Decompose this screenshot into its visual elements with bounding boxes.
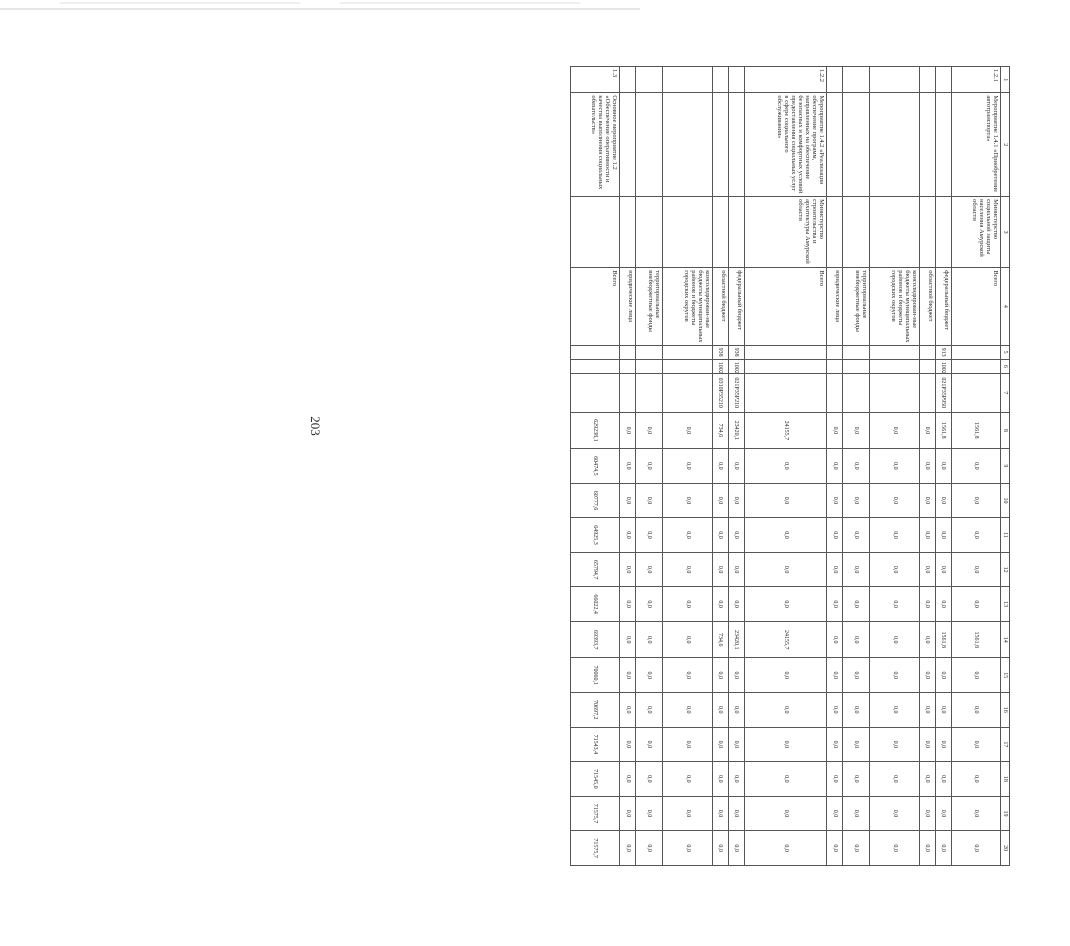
- rotated-table-region: [570, 66, 1070, 946]
- value-cell: 65794,7: [571, 552, 620, 587]
- cell-c3: [919, 197, 935, 268]
- column-number-11: 11: [1001, 518, 1010, 553]
- cell-c6: 1002: [712, 359, 728, 373]
- column-number-3: 3: [1001, 197, 1010, 268]
- cell-c7: [663, 373, 712, 412]
- column-number-20: 20: [1001, 831, 1010, 866]
- value-cell: 0,0: [870, 796, 919, 831]
- value-cell: 1561,8: [935, 621, 951, 658]
- value-cell: 0,0: [951, 693, 1000, 728]
- value-cell: 0,0: [870, 587, 919, 622]
- cell-c7: [919, 373, 935, 412]
- value-cell: 0,0: [712, 552, 728, 587]
- cell-c3: Министерство социальной защиты населения Амурской области: [951, 197, 1000, 268]
- cell-c2: [712, 93, 728, 197]
- value-cell: 70697,2: [571, 693, 620, 728]
- cell-c1: [712, 67, 728, 93]
- value-cell: 1561,8: [935, 412, 951, 449]
- value-cell: 734,6: [712, 412, 728, 449]
- value-cell: 734,6: [712, 621, 728, 658]
- value-cell: 0,0: [843, 831, 870, 866]
- value-cell: 0,0: [870, 412, 919, 449]
- cell-c4: Всего: [951, 268, 1000, 345]
- table-row: [620, 67, 636, 866]
- value-cell: 0,0: [620, 449, 636, 484]
- column-number-row: [1001, 67, 1010, 866]
- value-cell: 0,0: [935, 693, 951, 728]
- value-cell: 0,0: [843, 449, 870, 484]
- column-number-10: 10: [1001, 483, 1010, 518]
- value-cell: 0,0: [620, 796, 636, 831]
- value-cell: 0,0: [827, 621, 843, 658]
- value-cell: 0,0: [935, 483, 951, 518]
- value-cell: 0,0: [843, 518, 870, 553]
- cell-c3: [843, 197, 870, 268]
- cell-c3: [571, 197, 620, 268]
- value-cell: 0,0: [919, 412, 935, 449]
- value-cell: 0,0: [827, 693, 843, 728]
- value-cell: 60474,5: [571, 449, 620, 484]
- cell-c3: [827, 197, 843, 268]
- value-cell: 0,0: [827, 449, 843, 484]
- column-number-17: 17: [1001, 727, 1010, 762]
- cell-c6: [843, 359, 870, 373]
- cell-c1: [843, 67, 870, 93]
- value-cell: 0,0: [935, 587, 951, 622]
- value-cell: 0,0: [728, 483, 744, 518]
- value-cell: 0,0: [663, 449, 712, 484]
- cell-c4: федеральный бюджет: [935, 268, 951, 345]
- value-cell: 0,0: [951, 483, 1000, 518]
- value-cell: 0,0: [728, 796, 744, 831]
- cell-c5: [744, 345, 827, 359]
- value-cell: 0,0: [744, 727, 827, 762]
- cell-c5: 913: [935, 345, 951, 359]
- cell-c2: Основное мероприятие 1.2 «Обеспечение оперативности и качества выполнения социальных обязательств»: [571, 93, 620, 197]
- table-row: [663, 67, 712, 866]
- cell-c3: [935, 197, 951, 268]
- column-number-18: 18: [1001, 762, 1010, 797]
- value-cell: 0,0: [728, 518, 744, 553]
- value-cell: 0,0: [951, 518, 1000, 553]
- value-cell: 0,0: [919, 693, 935, 728]
- table-row: [636, 67, 663, 866]
- value-cell: 0,0: [843, 621, 870, 658]
- cell-c6: [636, 359, 663, 373]
- cell-c6: [919, 359, 935, 373]
- value-cell: 0,0: [712, 831, 728, 866]
- value-cell: 0,0: [744, 483, 827, 518]
- cell-c2: Мероприятие 1.4.2 «Реализация обеспечение программ, направленных на обеспечение безопасных и комфортных условий предоставления социальных услуг в сфере социального обслуживания»: [744, 93, 827, 197]
- value-cell: 0,0: [663, 621, 712, 658]
- column-number-9: 9: [1001, 449, 1010, 484]
- cell-c4: федеральный бюджет: [728, 268, 744, 345]
- value-cell: 0,0: [827, 552, 843, 587]
- cell-c7: 021P35Р210: [728, 373, 744, 412]
- value-cell: 0,0: [827, 483, 843, 518]
- cell-c3: [870, 197, 919, 268]
- cell-c3: [663, 197, 712, 268]
- column-number-2: 2: [1001, 93, 1010, 197]
- value-cell: 0,0: [744, 658, 827, 693]
- value-cell: 0,0: [728, 693, 744, 728]
- cell-c1: [728, 67, 744, 93]
- value-cell: 0,0: [663, 412, 712, 449]
- value-cell: 0,0: [870, 658, 919, 693]
- table-row: [951, 67, 1000, 866]
- cell-c4: территориальные внебюджетные фонды: [843, 268, 870, 345]
- cell-c5: [919, 345, 935, 359]
- cell-c1: 1.2.2: [744, 67, 827, 93]
- value-cell: 0,0: [636, 693, 663, 728]
- column-number-5: 5: [1001, 345, 1010, 359]
- cell-c6: [663, 359, 712, 373]
- value-cell: 0,0: [744, 693, 827, 728]
- value-cell: 0,0: [951, 762, 1000, 797]
- value-cell: 0,0: [870, 483, 919, 518]
- column-number-8: 8: [1001, 412, 1010, 449]
- value-cell: 70060,1: [571, 658, 620, 693]
- cell-c2: [935, 93, 951, 197]
- value-cell: 71575,7: [571, 796, 620, 831]
- value-cell: 0,0: [951, 587, 1000, 622]
- column-number-7: 7: [1001, 373, 1010, 412]
- cell-c5: [620, 345, 636, 359]
- value-cell: 0,0: [728, 658, 744, 693]
- value-cell: 0,0: [935, 658, 951, 693]
- value-cell: 0,0: [935, 831, 951, 866]
- value-cell: 0,0: [843, 483, 870, 518]
- value-cell: 0,0: [827, 727, 843, 762]
- cell-c2: [728, 93, 744, 197]
- value-cell: 0,0: [620, 587, 636, 622]
- value-cell: 0,0: [843, 552, 870, 587]
- value-cell: 0,0: [919, 621, 935, 658]
- value-cell: 0,0: [870, 693, 919, 728]
- value-cell: 629238,1: [571, 412, 620, 449]
- table-row: [827, 67, 843, 866]
- value-cell: 0,0: [712, 658, 728, 693]
- cell-c2: [919, 93, 935, 197]
- value-cell: 0,0: [870, 552, 919, 587]
- value-cell: 0,0: [935, 552, 951, 587]
- value-cell: 0,0: [712, 727, 728, 762]
- value-cell: 0,0: [663, 796, 712, 831]
- cell-c4: Всего: [571, 268, 620, 345]
- value-cell: 0,0: [827, 831, 843, 866]
- value-cell: 0,0: [620, 762, 636, 797]
- value-cell: 69393,7: [571, 621, 620, 658]
- value-cell: 0,0: [744, 518, 827, 553]
- value-cell: 0,0: [870, 449, 919, 484]
- value-cell: 0,0: [870, 831, 919, 866]
- cell-c5: 938: [712, 345, 728, 359]
- cell-c4: областной бюджет: [712, 268, 728, 345]
- cell-c7: [571, 373, 620, 412]
- value-cell: 0,0: [843, 762, 870, 797]
- cell-c1: [919, 67, 935, 93]
- value-cell: 0,0: [951, 552, 1000, 587]
- column-number-1: 1: [1001, 67, 1010, 93]
- cell-c2: [870, 93, 919, 197]
- column-number-12: 12: [1001, 552, 1010, 587]
- column-number-6: 6: [1001, 359, 1010, 373]
- value-cell: 0,0: [951, 831, 1000, 866]
- cell-c2: Мероприятие 1.4.1 «Приобретение автотранспорта»: [951, 93, 1000, 197]
- value-cell: 0,0: [636, 762, 663, 797]
- cell-c4: территориальные внебюджетные фонды: [636, 268, 663, 345]
- cell-c7: [744, 373, 827, 412]
- cell-c1: [620, 67, 636, 93]
- value-cell: 0,0: [636, 796, 663, 831]
- page-number: 203: [308, 416, 323, 436]
- cell-c4: юридические лица: [620, 268, 636, 345]
- cell-c3: [712, 197, 728, 268]
- cell-c5: [870, 345, 919, 359]
- cell-c6: [620, 359, 636, 373]
- cell-c1: [870, 67, 919, 93]
- value-cell: 23420,1: [728, 412, 744, 449]
- value-cell: 0,0: [620, 552, 636, 587]
- value-cell: 0,0: [728, 449, 744, 484]
- table-row: [919, 67, 935, 866]
- cell-c7: 0310Р35210: [712, 373, 728, 412]
- value-cell: 0,0: [744, 831, 827, 866]
- table-row: [571, 67, 620, 866]
- value-cell: 0,0: [636, 727, 663, 762]
- cell-c1: [663, 67, 712, 93]
- value-cell: 0,0: [843, 727, 870, 762]
- column-number-15: 15: [1001, 658, 1010, 693]
- cell-c4: консолидирован-ные бюджеты муниципальных районов и бюджеты городских округов: [870, 268, 919, 345]
- value-cell: 0,0: [636, 483, 663, 518]
- value-cell: 0,0: [636, 518, 663, 553]
- value-cell: 0,0: [620, 693, 636, 728]
- value-cell: 0,0: [919, 727, 935, 762]
- value-cell: 0,0: [870, 518, 919, 553]
- value-cell: 0,0: [919, 449, 935, 484]
- value-cell: 0,0: [712, 483, 728, 518]
- cell-c3: [620, 197, 636, 268]
- value-cell: 60777,6: [571, 483, 620, 518]
- cell-c2: [827, 93, 843, 197]
- cell-c5: [636, 345, 663, 359]
- cell-c6: [870, 359, 919, 373]
- budget-table: [570, 66, 1010, 866]
- cell-c7: [620, 373, 636, 412]
- value-cell: 1561,8: [951, 412, 1000, 449]
- cell-c4: Всего: [744, 268, 827, 345]
- value-cell: 0,0: [712, 796, 728, 831]
- table-row: [744, 67, 827, 866]
- value-cell: 0,0: [919, 796, 935, 831]
- value-cell: 24155,7: [744, 412, 827, 449]
- value-cell: 0,0: [620, 727, 636, 762]
- cell-c1: [935, 67, 951, 93]
- value-cell: 0,0: [919, 552, 935, 587]
- value-cell: 0,0: [843, 796, 870, 831]
- value-cell: 0,0: [935, 727, 951, 762]
- value-cell: 0,0: [728, 587, 744, 622]
- table-row: [843, 67, 870, 866]
- cell-c5: [663, 345, 712, 359]
- value-cell: 0,0: [827, 412, 843, 449]
- value-cell: 0,0: [663, 762, 712, 797]
- value-cell: 1561,8: [951, 621, 1000, 658]
- value-cell: 0,0: [951, 449, 1000, 484]
- value-cell: 64925,3: [571, 518, 620, 553]
- value-cell: 0,0: [870, 621, 919, 658]
- value-cell: 0,0: [663, 658, 712, 693]
- column-number-16: 16: [1001, 693, 1010, 728]
- cell-c1: [636, 67, 663, 93]
- value-cell: 0,0: [870, 762, 919, 797]
- cell-c7: [827, 373, 843, 412]
- table-body: [571, 67, 1001, 866]
- cell-c6: [951, 359, 1000, 373]
- cell-c5: [951, 345, 1000, 359]
- value-cell: 0,0: [827, 587, 843, 622]
- cell-c3: [636, 197, 663, 268]
- value-cell: 0,0: [620, 518, 636, 553]
- cell-c2: [663, 93, 712, 197]
- value-cell: 0,0: [663, 831, 712, 866]
- value-cell: 0,0: [663, 693, 712, 728]
- value-cell: 0,0: [620, 831, 636, 866]
- value-cell: 0,0: [827, 518, 843, 553]
- table-row: [712, 67, 728, 866]
- value-cell: 0,0: [951, 796, 1000, 831]
- cell-c3: [728, 197, 744, 268]
- cell-c4: консолидирован-ные бюджеты муниципальных районов и бюджеты городских округов: [663, 268, 712, 345]
- value-cell: 0,0: [663, 518, 712, 553]
- value-cell: 0,0: [728, 552, 744, 587]
- value-cell: 0,0: [728, 831, 744, 866]
- value-cell: 0,0: [827, 762, 843, 797]
- value-cell: 0,0: [636, 621, 663, 658]
- value-cell: 0,0: [620, 621, 636, 658]
- value-cell: 0,0: [951, 658, 1000, 693]
- cell-c1: [827, 67, 843, 93]
- cell-c6: 1002: [935, 359, 951, 373]
- cell-c2: [843, 93, 870, 197]
- value-cell: 0,0: [919, 762, 935, 797]
- value-cell: 0,0: [712, 693, 728, 728]
- cell-c5: [571, 345, 620, 359]
- value-cell: 0,0: [935, 449, 951, 484]
- value-cell: 0,0: [728, 727, 744, 762]
- cell-c7: [870, 373, 919, 412]
- value-cell: 0,0: [663, 727, 712, 762]
- value-cell: 0,0: [744, 762, 827, 797]
- cell-c7: [951, 373, 1000, 412]
- value-cell: 0,0: [620, 658, 636, 693]
- value-cell: 71545,0: [571, 762, 620, 797]
- value-cell: 0,0: [843, 587, 870, 622]
- cell-c3: Министерство строительства и архитектуры Амурской области: [744, 197, 827, 268]
- column-number-4: 4: [1001, 268, 1010, 345]
- value-cell: 0,0: [636, 587, 663, 622]
- cell-c7: [636, 373, 663, 412]
- value-cell: 23420,1: [728, 621, 744, 658]
- value-cell: 0,0: [919, 658, 935, 693]
- value-cell: 0,0: [744, 552, 827, 587]
- table-row: [935, 67, 951, 866]
- value-cell: 0,0: [919, 483, 935, 518]
- value-cell: 0,0: [712, 587, 728, 622]
- value-cell: 0,0: [636, 412, 663, 449]
- cell-c4: юридические лица: [827, 268, 843, 345]
- table-row: [728, 67, 744, 866]
- value-cell: 0,0: [620, 483, 636, 518]
- value-cell: 24155,7: [744, 621, 827, 658]
- value-cell: 0,0: [951, 727, 1000, 762]
- value-cell: 66022,4: [571, 587, 620, 622]
- value-cell: 0,0: [620, 412, 636, 449]
- cell-c5: 938: [728, 345, 744, 359]
- value-cell: 71543,4: [571, 727, 620, 762]
- value-cell: 0,0: [712, 449, 728, 484]
- cell-c4: областной бюджет: [919, 268, 935, 345]
- cell-c2: [620, 93, 636, 197]
- value-cell: 0,0: [663, 587, 712, 622]
- value-cell: 0,0: [636, 552, 663, 587]
- cell-c1: 1.2.1: [951, 67, 1000, 93]
- value-cell: 0,0: [919, 831, 935, 866]
- cell-c6: [827, 359, 843, 373]
- value-cell: 0,0: [744, 796, 827, 831]
- value-cell: 0,0: [919, 518, 935, 553]
- column-number-19: 19: [1001, 796, 1010, 831]
- value-cell: 0,0: [636, 658, 663, 693]
- value-cell: 0,0: [663, 552, 712, 587]
- cell-c6: [571, 359, 620, 373]
- value-cell: 0,0: [728, 762, 744, 797]
- cell-c5: [827, 345, 843, 359]
- cell-c6: [744, 359, 827, 373]
- scan-top-edge-lines: [0, 0, 640, 14]
- value-cell: 0,0: [935, 762, 951, 797]
- cell-c6: 1002: [728, 359, 744, 373]
- value-cell: 0,0: [843, 658, 870, 693]
- column-number-14: 14: [1001, 621, 1010, 658]
- column-number-13: 13: [1001, 587, 1010, 622]
- value-cell: 0,0: [663, 483, 712, 518]
- table-row: [870, 67, 919, 866]
- value-cell: 0,0: [843, 693, 870, 728]
- value-cell: 0,0: [636, 831, 663, 866]
- value-cell: 0,0: [935, 796, 951, 831]
- value-cell: 0,0: [712, 518, 728, 553]
- value-cell: 0,0: [870, 727, 919, 762]
- value-cell: 0,0: [827, 796, 843, 831]
- value-cell: 0,0: [744, 449, 827, 484]
- value-cell: 0,0: [843, 412, 870, 449]
- cell-c7: [843, 373, 870, 412]
- cell-c7: 021P35Р950: [935, 373, 951, 412]
- cell-c1: 1.3: [571, 67, 620, 93]
- value-cell: 0,0: [744, 587, 827, 622]
- value-cell: 0,0: [636, 449, 663, 484]
- value-cell: 0,0: [712, 762, 728, 797]
- cell-c2: [636, 93, 663, 197]
- cell-c5: [843, 345, 870, 359]
- value-cell: 0,0: [935, 518, 951, 553]
- value-cell: 0,0: [919, 587, 935, 622]
- value-cell: 71575,7: [571, 831, 620, 866]
- value-cell: 0,0: [827, 658, 843, 693]
